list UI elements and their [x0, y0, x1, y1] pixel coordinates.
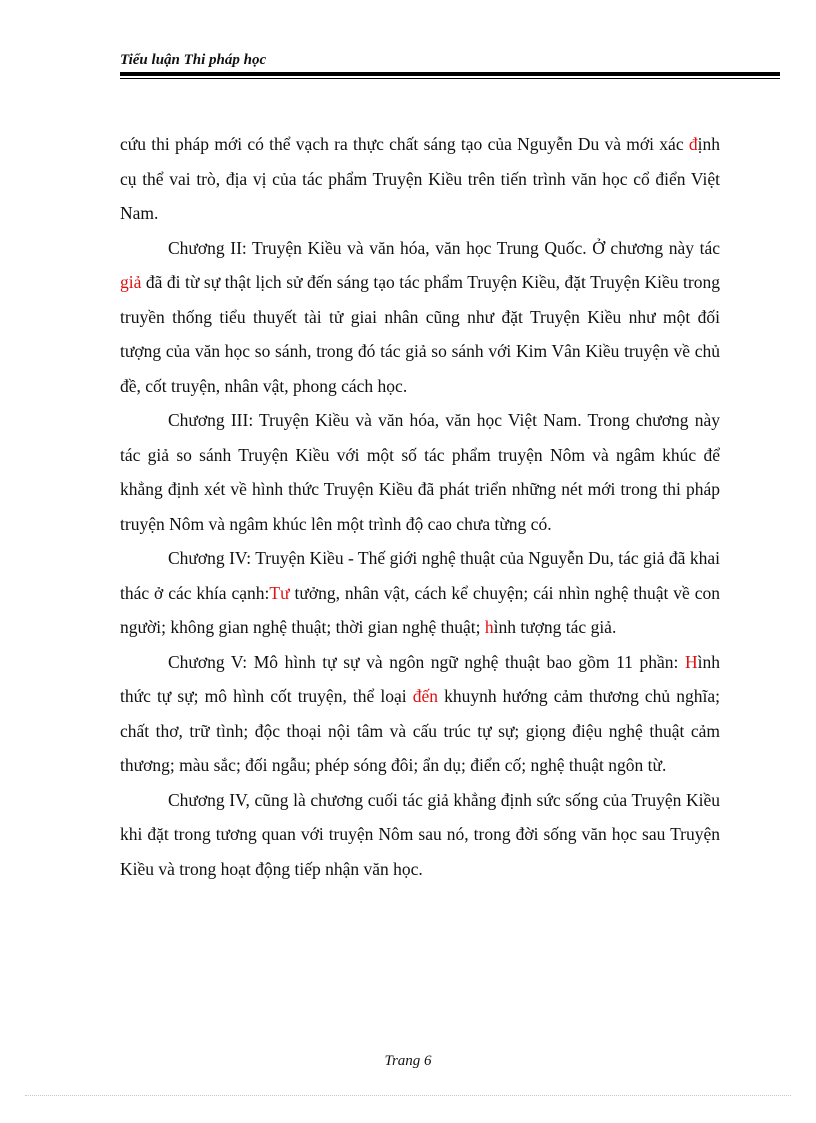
text-run: đã đi từ sự thật lịch sử đến sáng tạo tác phẩm Truyện Kiều, đặt Truyện Kiều trong truyền thống tiểu thuyết tài tử giai nhân cũng như đặt Truyện Kiều như một đối tượng của văn học so sánh, trong đó tác giả so sánh với Kim Vân Kiều truyện về chủ đề, cốt truyện, nhân vật, phong cách học. [120, 272, 720, 396]
text-run: ình thức tự sự; mô hình cốt truyện, thể loại [120, 651, 720, 706]
highlighted-text: đến [412, 686, 438, 706]
text-run: tưởng, nhân vật, cách kể chuyện; cái nhìn nghệ thuật về con người; không gian nghệ thuật; thời gian nghệ thuật; [120, 582, 720, 637]
highlighted-text: đ [688, 134, 698, 154]
highlighted-text: H [684, 651, 698, 672]
text-run: ịnh cụ thể vai trò, địa vị của tác phẩm Truyện Kiều trên tiến trình văn học cổ điển Việt Nam. [120, 134, 720, 223]
text-run: khuynh hướng cảm thương chủ nghĩa; chất thơ, trữ tình; độc thoại nội tâm và cấu trúc tự sự; giọng điệu nghệ thuật cảm thương; màu sắc; đối ngẫu; phép sóng đôi; ẩn dụ; điển cố; nghệ thuật ngôn từ. [120, 686, 720, 775]
text-run: Chương V: Mô hình tự sự và ngôn ngữ nghệ thuật bao gồm 11 phần: [168, 651, 685, 672]
header-rule-thick [120, 72, 780, 76]
paragraph [120, 541, 720, 645]
paragraph [120, 127, 720, 231]
bottom-divider [25, 1095, 791, 1096]
text-run: Chương IV, cũng là chương cuối tác giả khẳng định sức sống của Truyện Kiều khi đặt trong tương quan với truyện Nôm sau nó, trong đời sống văn học sau Truyện Kiều và trong hoạt động tiếp nhận văn học. [120, 789, 720, 879]
paragraph [120, 645, 720, 783]
text-run: Chương II: Truyện Kiều và văn hóa, văn học Trung Quốc. Ở chương này tác [168, 237, 720, 258]
paragraph [120, 403, 720, 541]
header-title: Tiểu luận Thi pháp học [120, 52, 267, 68]
paragraph [120, 231, 720, 404]
highlighted-text: h [484, 617, 494, 637]
body-text [120, 127, 720, 886]
text-run: Chương IV: Truyện Kiều - Thế giới nghệ thuật của Nguyễn Du, tác giả đã khai thác ở các khía cạnh: [120, 548, 720, 603]
paragraph [120, 783, 720, 887]
highlighted-text: giả [120, 272, 142, 292]
page-header [120, 50, 780, 79]
page-number: Trang 6 [384, 1053, 432, 1069]
header-rule-thin [120, 78, 780, 79]
highlighted-text: Tư [269, 582, 290, 603]
text-run: cứu thi pháp mới có thể vạch ra thực chất sáng tạo của Nguyễn Du và mới xác [120, 134, 689, 154]
text-run: ình tượng tác giả. [493, 617, 617, 637]
text-run: Chương III: Truyện Kiều và văn hóa, văn học Việt Nam. Trong chương này tác giả so sánh Truyện Kiều với một số tác phẩm truyện Nôm và ngâm khúc để khẳng định xét về hình thức Truyện Kiều đã phát triển những nét mới trong thi pháp truyện Nôm và ngâm khúc lên một trình độ cao chưa từng có. [120, 410, 720, 534]
